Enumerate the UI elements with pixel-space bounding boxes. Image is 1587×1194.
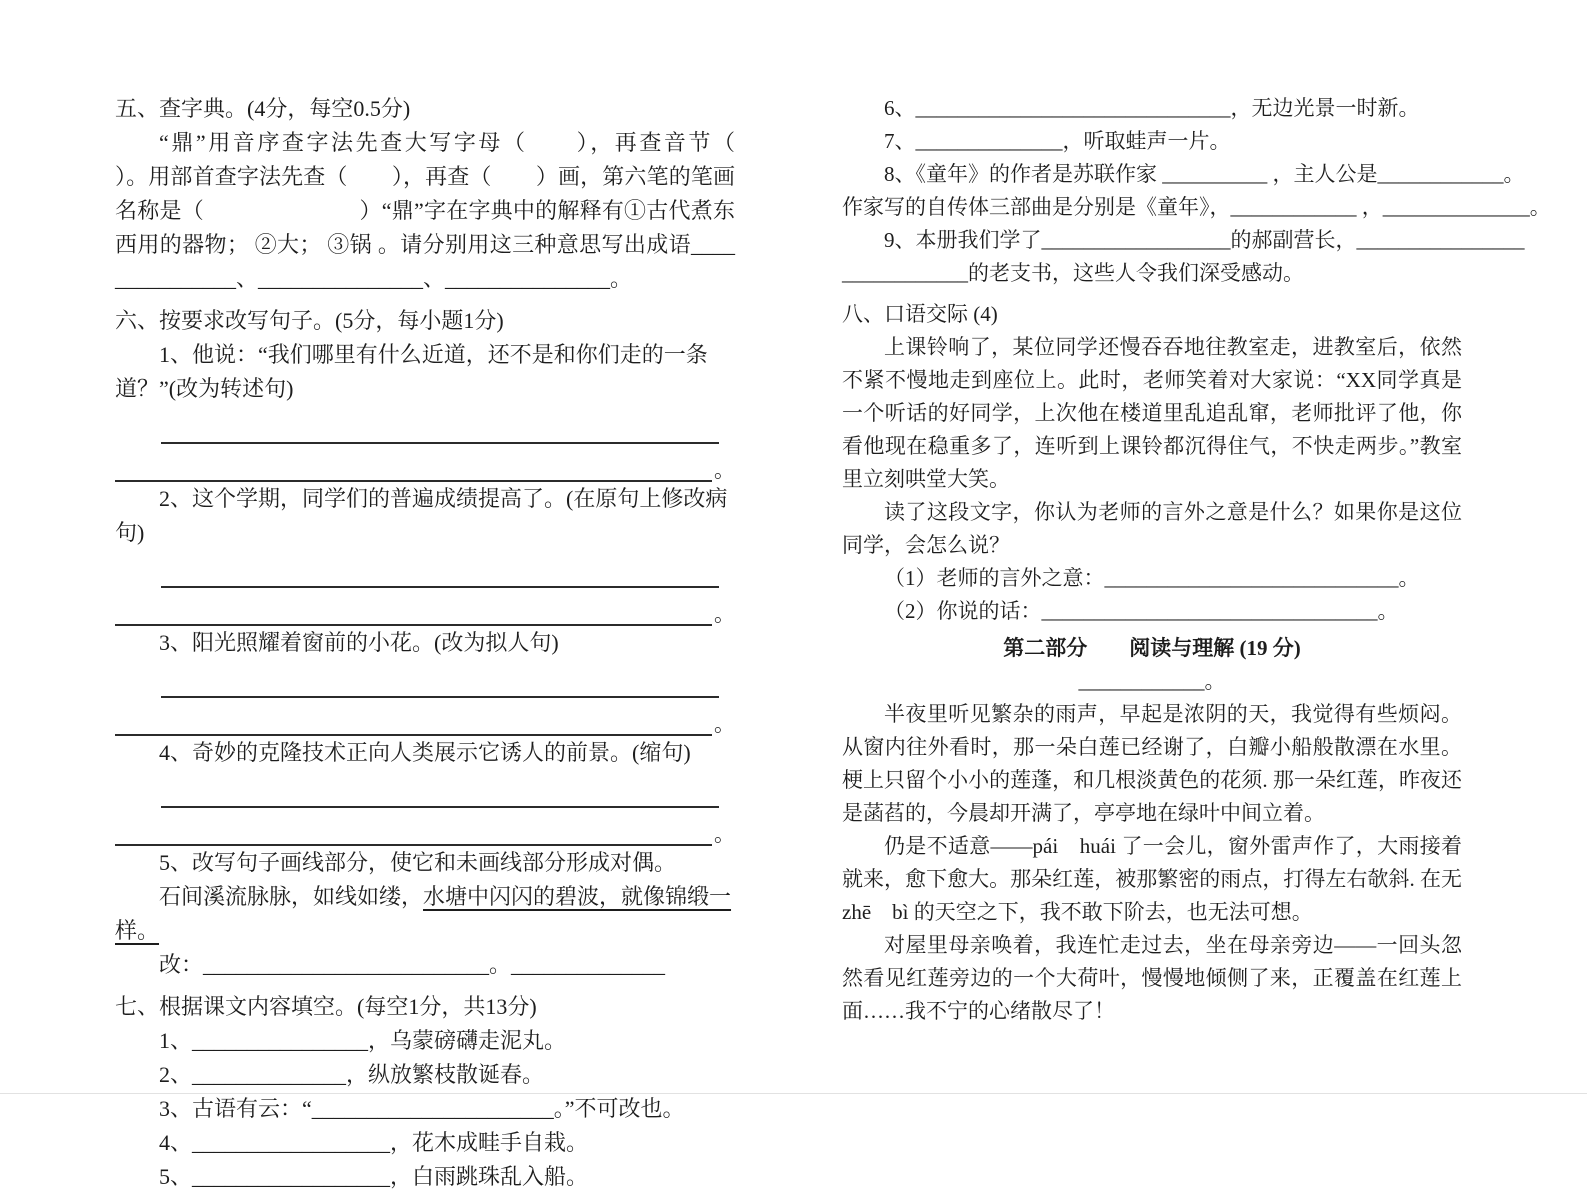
blank-rule	[161, 696, 719, 698]
line-end-period: 。	[714, 822, 735, 846]
right-column	[842, 92, 1551, 1028]
answer-line	[115, 416, 735, 444]
answer-line	[115, 670, 735, 698]
section8-question: 读了这段文字，你认为老师的言外之意是什么？如果你是这位同学，会怎么说？	[842, 500, 1462, 557]
section7-item5: 5、__________________，白雨跳珠乱入船。	[159, 1164, 589, 1189]
section-divider	[115, 296, 735, 304]
section5-title: 五、查字典。(4分，每空0.5分)	[115, 96, 411, 121]
answer-line	[115, 560, 735, 588]
section8-title: 八、口语交际 (4)	[842, 302, 998, 326]
section8-scenario: 上课铃响了，某位同学还慢吞吞地往教室走，进教室后，依然不紧不慢地走到座位上。此时，老师笑着对大家说：“XX同学真是一个听话的好同学，上次他在楼道里乱追乱窜，老师批评了他，你看他现在稳重多了，连听到上课铃都沉得住气，不快走两步。”教室里立刻哄堂大笑。	[842, 335, 1462, 491]
blank-rule	[161, 586, 719, 588]
section-divider	[115, 982, 735, 990]
section8-sub2: （2）你说的话：________________________________。	[884, 599, 1399, 623]
section7-item1: 1、________________，乌蒙磅礴走泥丸。	[159, 1028, 567, 1053]
section6-item3: 3、阳光照耀着窗前的小花。(改为拟人句)	[159, 630, 559, 655]
part2-heading: 第二部分 阅读与理解 (19 分)	[1003, 636, 1301, 660]
section7-item3: 3、古语有云：“______________________。”不可改也。	[159, 1096, 685, 1121]
section6-title: 六、按要求改写句子。(5分，每小题1分)	[115, 308, 504, 333]
section6-item5: 5、改写句子画线部分，使它和未画线部分形成对偶。	[159, 850, 677, 875]
section6-item1: 1、他说：“我们哪里有什么近道，还不是和你们走的一条道？”(改为转述句)	[115, 342, 708, 401]
answer-line	[115, 818, 735, 846]
passage-paragraph-1: 半夜里听见繁杂的雨声，早起是浓阴的天，我觉得有些烦闷。从窗内往外看时，那一朵白莲已经谢了，白瓣小船般散漂在水里。梗上只留个小小的莲蓬，和几根淡黄色的花须. 那一朵红莲，昨夜还是菡萏的，今晨却开满了，亭亭地在绿叶中间立着。	[842, 702, 1462, 825]
answer-line	[115, 454, 735, 482]
section7-item6: 6、______________________________，无边光景一时新。	[884, 96, 1420, 120]
sentence-plain-part: 石间溪流脉脉，如线如缕，	[159, 884, 424, 909]
section7-item2: 2、______________，纵放繁枝散诞春。	[159, 1062, 545, 1087]
answer-line	[115, 708, 735, 736]
section6-item5-rewrite: 改：__________________________。______________	[159, 952, 666, 977]
part2-title-blank: ____________。	[1078, 669, 1226, 693]
line-end-period: 。	[714, 458, 735, 482]
blank-rule	[161, 806, 719, 808]
left-column	[115, 92, 780, 1194]
section7-item9-line1: 9、本册我们学了__________________的郝副营长，________________	[884, 228, 1525, 252]
answer-line	[115, 598, 735, 626]
page-bottom-edge	[0, 1093, 1587, 1094]
section6-item5-sentence	[115, 880, 735, 948]
section5-body: “鼎”用音序查字法先查大写字母（ ），再查音节（ ）。用部首查字法先查（ ），再查（ ）画，第六笔的笔画名称是（ ）“鼎”字在字典中的解释有①古代煮东西用的器物； ②大； ③锅 。请分别用这三种意思写出成语_______________、_______________、_______________。	[115, 130, 780, 291]
section7-item4: 4、__________________，花木成畦手自栽。	[159, 1130, 589, 1155]
section6-item4: 4、奇妙的克隆技术正向人类展示它诱人的前景。(缩句)	[159, 740, 691, 765]
line-end-period: 。	[714, 712, 735, 736]
section7-item8-line2: 作家写的自传体三部曲是分别是《童年》，____________ ，______________。	[842, 195, 1551, 219]
section-divider	[842, 290, 1462, 298]
blank-rule	[161, 442, 719, 444]
answer-line	[115, 780, 735, 808]
section7-item9-line2: ____________的老支书，这些人令我们深受感动。	[842, 261, 1304, 285]
line-end-period: 。	[714, 602, 735, 626]
section7-item8-line1: 8、《童年》的作者是苏联作家 __________ ，主人公是____________。	[884, 162, 1525, 186]
section7-title: 七、根据课文内容填空。(每空1分，共13分)	[115, 994, 537, 1019]
section7-item7: 7、______________，听取蛙声一片。	[884, 129, 1231, 153]
sentence-underlined-part: 水塘中闪闪的碧波，就像锦缎一样。	[115, 884, 732, 943]
section8-sub1: （1）老师的言外之意：____________________________。	[884, 566, 1420, 590]
section6-item2: 2、这个学期，同学们的普遍成绩提高了。(在原句上修改病句)	[115, 486, 728, 545]
passage-paragraph-2: 仍是不适意——pái huái 了一会儿，窗外雷声作了，大雨接着就来，愈下愈大。那朵红莲，被那繁密的雨点，打得左右欹斜. 在无 zhē bì 的天空之下，我不敢下阶去，也无法可想。	[842, 834, 1462, 924]
passage-paragraph-3: 对屋里母亲唤着，我连忙走过去，坐在母亲旁边——一回头忽然看见红莲旁边的一个大荷叶，慢慢地倾侧了来，正覆盖在红莲上面……我不宁的心绪散尽了！	[842, 933, 1462, 1023]
